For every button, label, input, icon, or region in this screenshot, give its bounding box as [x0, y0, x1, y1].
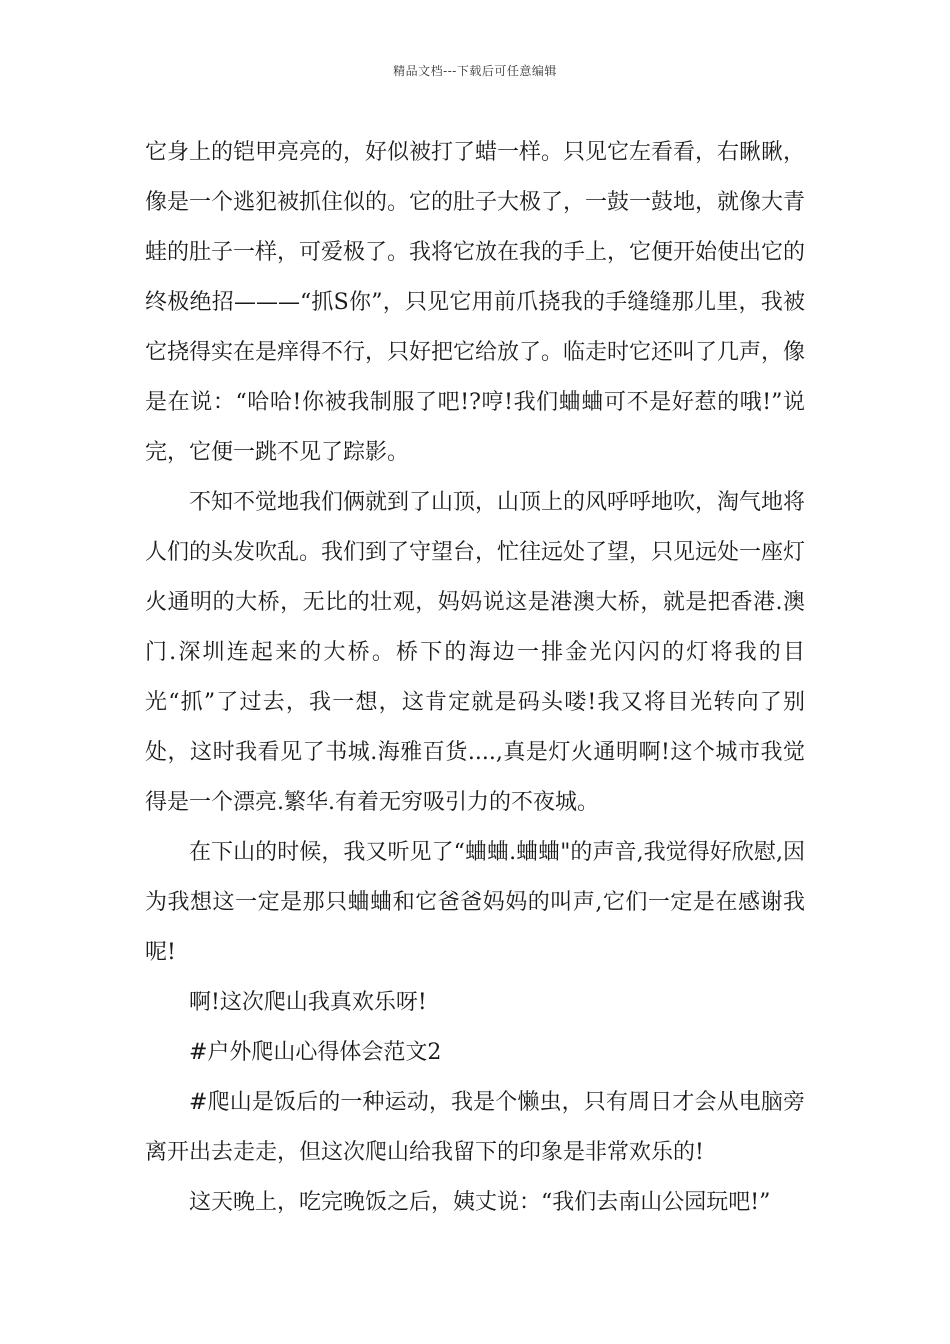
paragraph-cricket-description: 它身上的铠甲亮亮的，好似被打了蜡一样。只见它左看看，右瞅瞅，像是一个逃犯被抓住似的。它的肚子大极了，一鼓一鼓地，就像大青蛙的肚子一样，可爱极了。我将它放在我的手上，它便开始使出它的终极绝招———“抓S你”，只见它用前爪挠我的手缝缝那儿里，我被它挠得实在是痒得不行，只好把它给放了。临走时它还叫了几声，像是在说：“哈哈!你被我制服了吧!?哼!我们蛐蛐可不是好惹的哦!”说完，它便一跳不见了踪影。 — [145, 140, 806, 465]
paragraph-happy-exclamation: 啊!这次爬山我真欢乐呀! — [189, 990, 427, 1015]
page-header: 精品文档---下载后可任意编辑 — [393, 64, 557, 78]
paragraph-lazy-intro: #爬山是饭后的一种运动，我是个懒虫，只有周日才会从电脑旁离开出去走走，但这次爬山给我留下的印象是非常欢乐的! — [145, 1090, 805, 1165]
paragraph-going-down: 在下山的时候，我又听见了“蛐蛐.蛐蛐"的声音,我觉得好欣慰,因为我想这一定是那只蛐蛐和它爸爸妈妈的叫声,它们一定是在感谢我呢! — [145, 840, 805, 965]
document-body — [145, 128, 805, 1228]
section-heading: #户外爬山心得体会范文2 — [189, 1040, 442, 1065]
paragraph-evening-plan: 这天晚上，吃完晚饭之后，姨丈说：“我们去南山公园玩吧!” — [189, 1190, 771, 1215]
paragraph-mountain-top: 不知不觉地我们俩就到了山顶，山顶上的风呼呼地吹，淘气地将人们的头发吹乱。我们到了守望台，忙往远处了望，只见远处一座灯火通明的大桥，无比的壮观，妈妈说这是港澳大桥，就是把香港.澳门.深圳连起来的大桥。桥下的海边一排金光闪闪的灯将我的目光“抓”了过去，我一想，这肯定就是码头喽!我又将目光转向了别处，这时我看见了书城.海雅百货....,真是灯火通明啊!这个城市我觉得是一个漂亮.繁华.有着无穷吸引力的不夜城。 — [145, 490, 806, 815]
